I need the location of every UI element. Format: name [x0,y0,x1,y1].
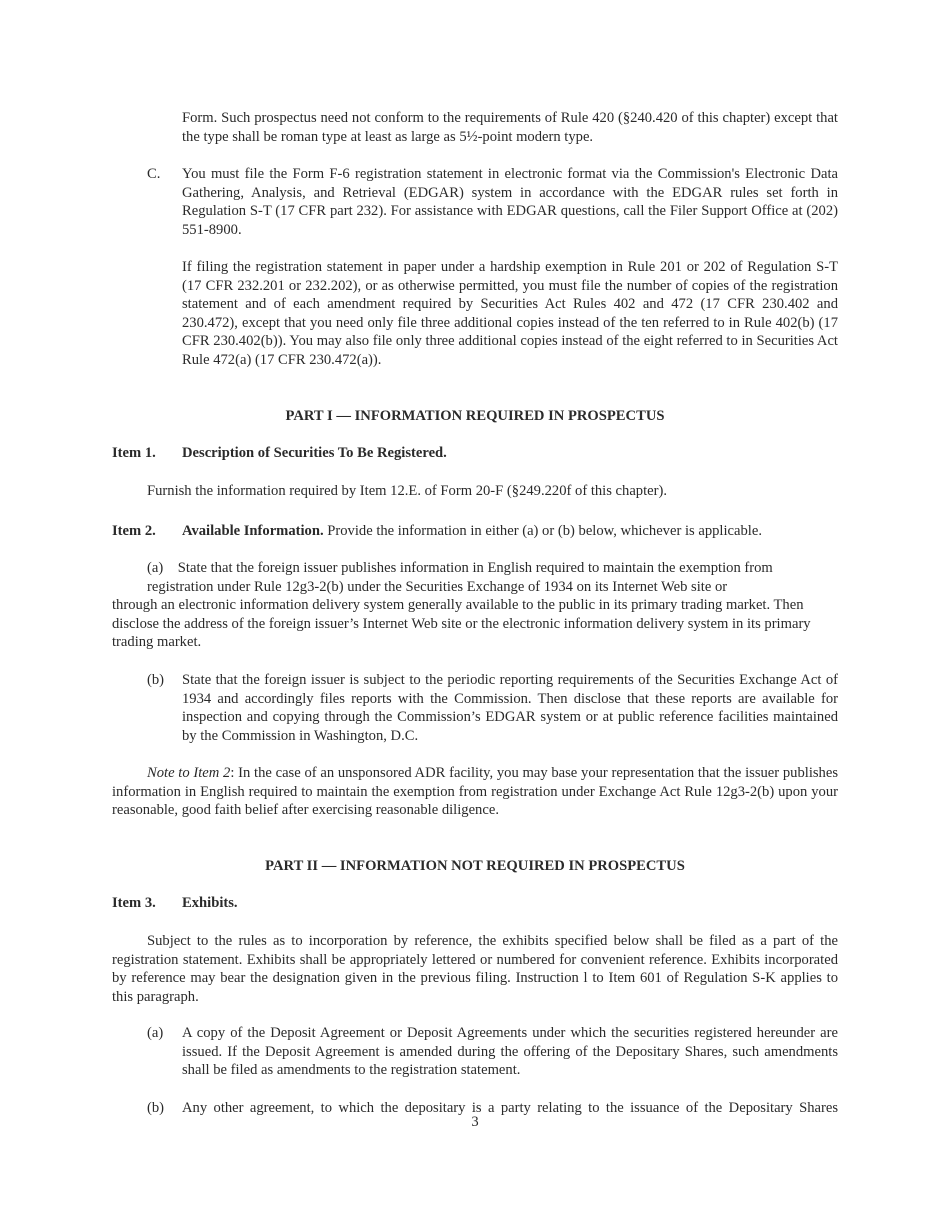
item-3-a-text: A copy of the Deposit Agreement or Deposit Agreements under which the securities registered hereunder are issued. If the Deposit Agreement is amended during the offering of the Depositary Shares, such amendments shall be filed as amendments to the registration statement. [182,1025,838,1078]
item-2-a-text-1: State that the foreign issuer publishes information in English required to maintain the exemption from [177,560,773,576]
item-c-paragraph-1: You must file the Form F-6 registration statement in electronic format via the Commission's Electronic Data Gathering, Analysis, and Retrieval (EDGAR) system in accordance with the EDGAR rules set forth in Regulation S-T (17 CFR part 232). For assistance with EDGAR questions, call the Filer Support Office at (202) 551-8900. [182,166,838,238]
item-3-b-text: Any other agreement, to which the depositary is a party relating to the issuance of the Depositary Shares [182,1100,838,1116]
item-2-title: Available Information. [182,523,324,539]
item-2-number: Item 2. [112,523,156,539]
item-c-paragraph-2: If filing the registration statement in paper under a hardship exemption in Rule 201 or 202 of Regulation S-T (17 CFR 232.201 or 232.202), or as otherwise permitted, you must file the number of copies of the registration statement and of each amendment required by Securities Act Rules 402 and 472 (17 CFR 230.402 and 230.472), except that you need only file three additional copies instead of the ten referred to in Rule 402(b) (17 CFR 230.402(b)). You may also file only three additional copies instead of the eight referred to in Securities Act Rule 472(a) (17 CFR 230.472(a)). [182,259,838,368]
item-2-a-line-1 [112,559,812,578]
item-3-title: Exhibits. [182,895,238,911]
note-label: Note to Item 2 [147,765,231,781]
item-2-a-label: (a) [147,560,164,576]
part-2-heading: PART II — INFORMATION NOT REQUIRED IN PROSPECTUS [265,858,685,874]
item-3-b-label: (b) [147,1100,165,1116]
item-c-label: C. [147,166,161,182]
item-3-a-label: (a) [147,1025,164,1041]
item-2-heading [182,522,838,541]
item-3-number: Item 3. [112,895,156,911]
page-number: 3 [471,1114,479,1130]
item-1-title: Description of Securities To Be Registered. [182,445,447,461]
item-1-number: Item 1. [112,445,156,461]
part-1-heading: PART I — INFORMATION REQUIRED IN PROSPECTUS [285,408,665,424]
item-2-intro: Provide the information in either (a) or (b) below, whichever is applicable. [323,523,762,539]
item-2-a-line-2: registration under Rule 12g3-2(b) under the Securities Exchange of 1934 on its Internet Web site or [147,578,728,595]
continuation-paragraph: Form. Such prospectus need not conform to the requirements of Rule 420 (§240.420 of this chapter) except that the type shall be roman type at least as large as 5½-point modern type. [182,110,838,145]
item-1-text: Furnish the information required by Item 12.E. of Form 20-F (§249.220f of this chapter). [147,483,668,499]
note-to-item-2 [112,764,838,820]
item-2-a-paragraph [112,559,812,652]
item-2-a-rest: through an electronic information delivery system generally available to the public in its primary trading market. Then disclose the address of the foreign issuer’s Internet Web site or the electronic information delivery system in its primary trading market. [112,597,811,650]
item-2-b-label: (b) [147,672,165,688]
item-3-text: Subject to the rules as to incorporation by reference, the exhibits specified below shall be filed as a part of the registration statement. Exhibits shall be appropriately lettered or numbered for convenient reference. Exhibits incorporated by reference may bear the designation given in the previous filing. Instruction l to Item 601 of Regulation S-K applies to this paragraph. [112,933,838,1005]
item-2-b-text: State that the foreign issuer is subject to the periodic reporting requirements of the Securities Exchange Act of 1934 and accordingly files reports with the Commission. Then disclose that these reports are available for inspection and copying through the Commission’s EDGAR system or at public reference facilities maintained by the Commission in Washington, D.C. [182,672,838,744]
note-text: : In the case of an unsponsored ADR facility, you may base your representation that the issuer publishes information in English required to maintain the exemption from registration under Exchange Act Rule 12g3-2(b) upon your reasonable, good faith belief after exercising reasonable diligence. [112,765,839,818]
